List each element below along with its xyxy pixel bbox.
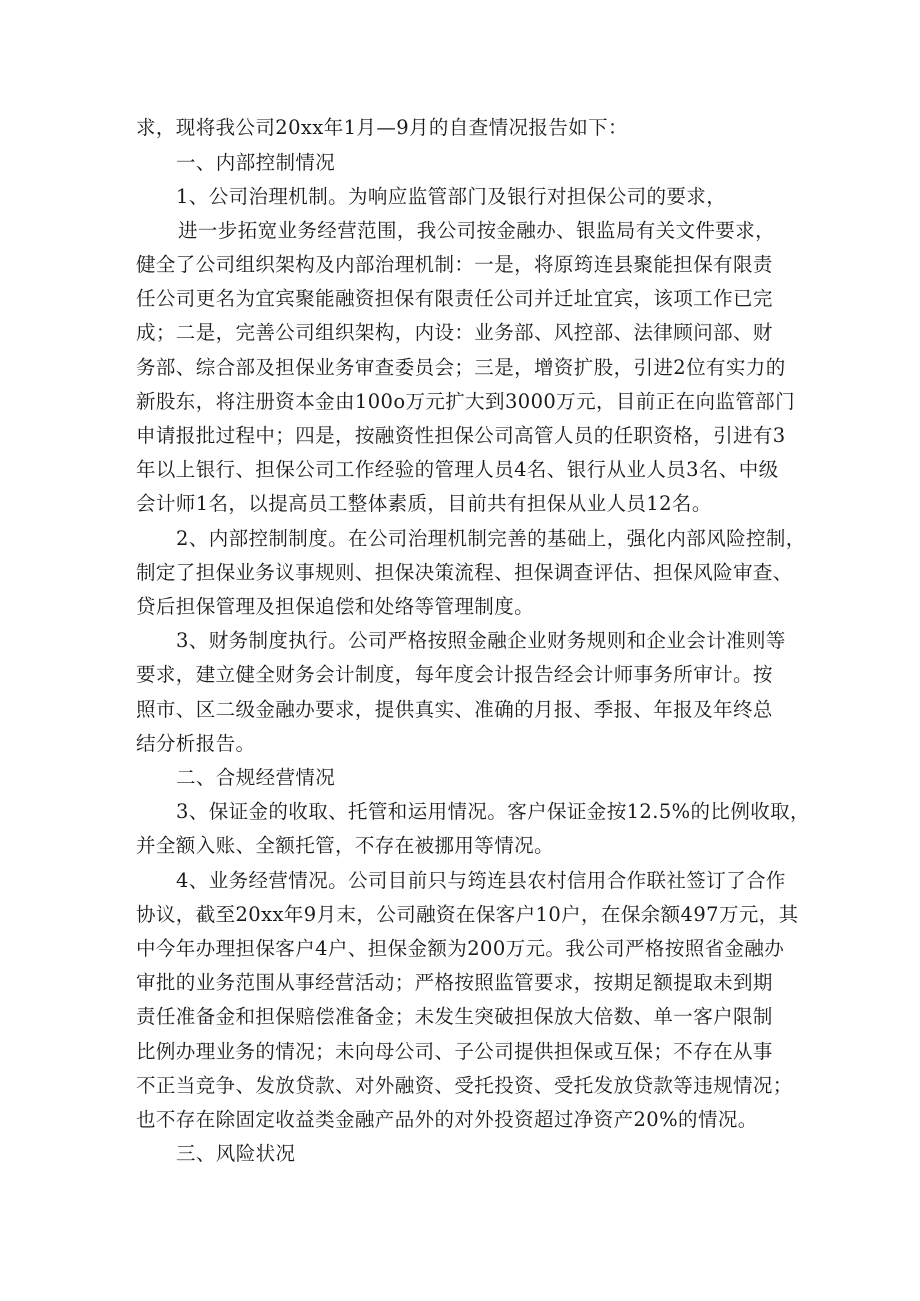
text-line: 审批的业务范围从事经营活动；严格按照监管要求，按期足额提取未到期 [136, 971, 773, 994]
text-line: 贷后担保管理及担保追偿和处络等管理制度。 [136, 595, 535, 618]
text-line: 结分析报告。 [136, 732, 256, 755]
text-line: 中今年办理担保客户4户、担保金额为200万元。我公司严格按照省金融办 [136, 937, 785, 960]
text-line: 要求，建立健全财务会计制度，每年度会计报告经会计师事务所审计。按 [136, 663, 773, 686]
text-line: 任公司更名为宜宾聚能融资担保有限责任公司并迁址宜宾，该项工作已完 [136, 287, 773, 310]
text-line: 1、公司治理机制。为响应监管部门及银行对担保公司的要求， [176, 185, 727, 208]
text-line: 4、业务经营情况。公司目前只与筠连县农村信用合作联社签订了合作 [176, 869, 786, 892]
text-line: 比例办理业务的情况；未向母公司、子公司提供担保或互保；不存在从事 [136, 1040, 773, 1063]
text-line: 健全了公司组织架构及内部治理机制：一是，将原筠连县聚能担保有限责 [136, 253, 773, 276]
text-line: 进一步拓宽业务经营范围，我公司按金融办、银监局有关文件要求， [178, 219, 776, 242]
section-heading: 三、风险状况 [176, 1142, 296, 1165]
text-line: 3、保证金的收取、托管和运用情况。客户保证金按12.5%的比例收取， [176, 800, 810, 823]
text-line: 求，现将我公司20xx年1月—9月的自查情况报告如下： [136, 116, 628, 139]
text-line: 2、内部控制制度。在公司治理机制完善的基础上，强化内部风险控制， [176, 527, 806, 550]
text-line: 务部、综合部及担保业务审查委员会；三是，增资扩股，引进2位有实力的 [136, 356, 786, 379]
section-heading: 二、合规经营情况 [176, 766, 336, 789]
text-line: 新股东，将注册资本金由100o万元扩大到3000万元，目前正在向监管部门 [136, 390, 795, 413]
text-line: 申请报批过程中；四是，按融资性担保公司高管人员的任职资格，引进有3 [136, 424, 786, 447]
text-line: 制定了担保业务议事规则、担保决策流程、担保调查评估、担保风险审查、 [136, 561, 793, 584]
text-line: 成；二是，完善公司组织架构，内设：业务部、风控部、法律顾问部、财 [136, 321, 773, 344]
text-line: 也不存在除固定收益类金融产品外的对外投资超过净资产20%的情况。 [136, 1108, 758, 1131]
text-line: 协议，截至20xx年9月末，公司融资在保客户10户，在保余额497万元，其 [136, 903, 799, 926]
text-line: 年以上银行、担保公司工作经验的管理人员4名、银行从业人员3名、中级 [136, 458, 779, 481]
text-line: 照市、区二级金融办要求，提供真实、准确的月报、季报、年报及年终总 [136, 698, 773, 721]
text-line: 不正当竞争、发放贷款、对外融资、受托投资、受托发放贷款等违规情况； [136, 1074, 793, 1097]
text-line: 3、财务制度执行。公司严格按照金融企业财务规则和企业会计准则等 [176, 629, 786, 652]
text-line: 并全额入账、全额托管，不存在被挪用等情况。 [136, 834, 554, 857]
text-line: 责任准备金和担保赔偿准备金；未发生突破担保放大倍数、单一客户限制 [136, 1005, 773, 1028]
section-heading: 一、内部控制情况 [176, 151, 336, 174]
text-line: 会计师1名，以提高员工整体素质，目前共有担保从业人员12名。 [136, 492, 712, 515]
